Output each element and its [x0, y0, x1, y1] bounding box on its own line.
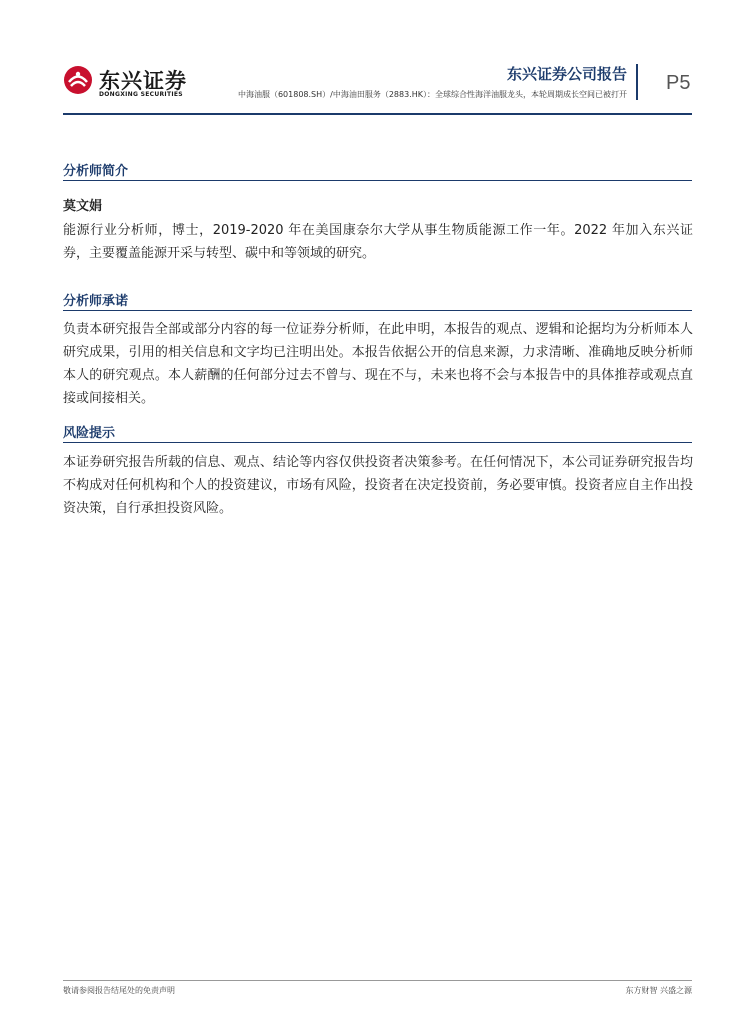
- logo-chinese-text: 东兴证券: [99, 69, 187, 93]
- section-rule: [63, 442, 692, 443]
- section-title-risk-warning: 风险提示: [63, 426, 116, 441]
- report-brand-title: 东兴证券公司报告: [506, 65, 627, 83]
- section-title-analyst-intro: 分析师简介: [63, 164, 129, 179]
- footer-slogan: 东方财智 兴盛之源: [625, 986, 692, 995]
- section-rule: [63, 310, 692, 311]
- section-rule: [63, 180, 692, 181]
- risk-warning-text: 本证券研究报告所载的信息、观点、结论等内容仅供投资者决策参考。在任何情况下，本公司证券研究报告均不构成对任何机构和个人的投资建议，市场有风险，投资者在决定投资前，务必要审慎。投资者应自主作出投资决策，自行承担投资风险。: [63, 455, 693, 516]
- report-subtitle: 中海油服（601808.SH）/中海油田服务（2883.HK）：全球综合性海洋油服龙头，本轮周期成长空间已被打开: [237, 90, 627, 99]
- section-title-analyst-commitment: 分析师承诺: [63, 294, 129, 309]
- page-number: P5: [666, 72, 691, 94]
- footer-rule: [63, 980, 692, 981]
- analyst-bio: 能源行业分析师，博士，2019-2020 年在美国康奈尔大学从事生物质能源工作一年。2022 年加入东兴证券，主要覆盖能源开采与转型、碳中和等领域的研究。: [63, 223, 693, 261]
- dongxing-logo-icon: [63, 65, 93, 95]
- company-logo: [63, 63, 193, 103]
- header-divider: [636, 64, 638, 100]
- analyst-name: 莫文娟: [63, 199, 103, 214]
- logo-english-text: DONGXING SECURITIES: [99, 91, 183, 98]
- page-header: [0, 0, 755, 120]
- analyst-commitment-text: 负责本研究报告全部或部分内容的每一位证券分析师，在此申明，本报告的观点、逻辑和论据均为分析师本人研究成果，引用的相关信息和文字均已注明出处。本报告依据公开的信息来源，力求清晰、准确地反映分析师本人的研究观点。本人薪酬的任何部分过去不曾与、现在不与，未来也将不会与本报告中的具体推荐或观点直接或间接相关。: [63, 322, 693, 406]
- footer-disclaimer-note: 敬请参阅报告结尾处的免责声明: [63, 986, 175, 995]
- header-rule: [63, 113, 692, 115]
